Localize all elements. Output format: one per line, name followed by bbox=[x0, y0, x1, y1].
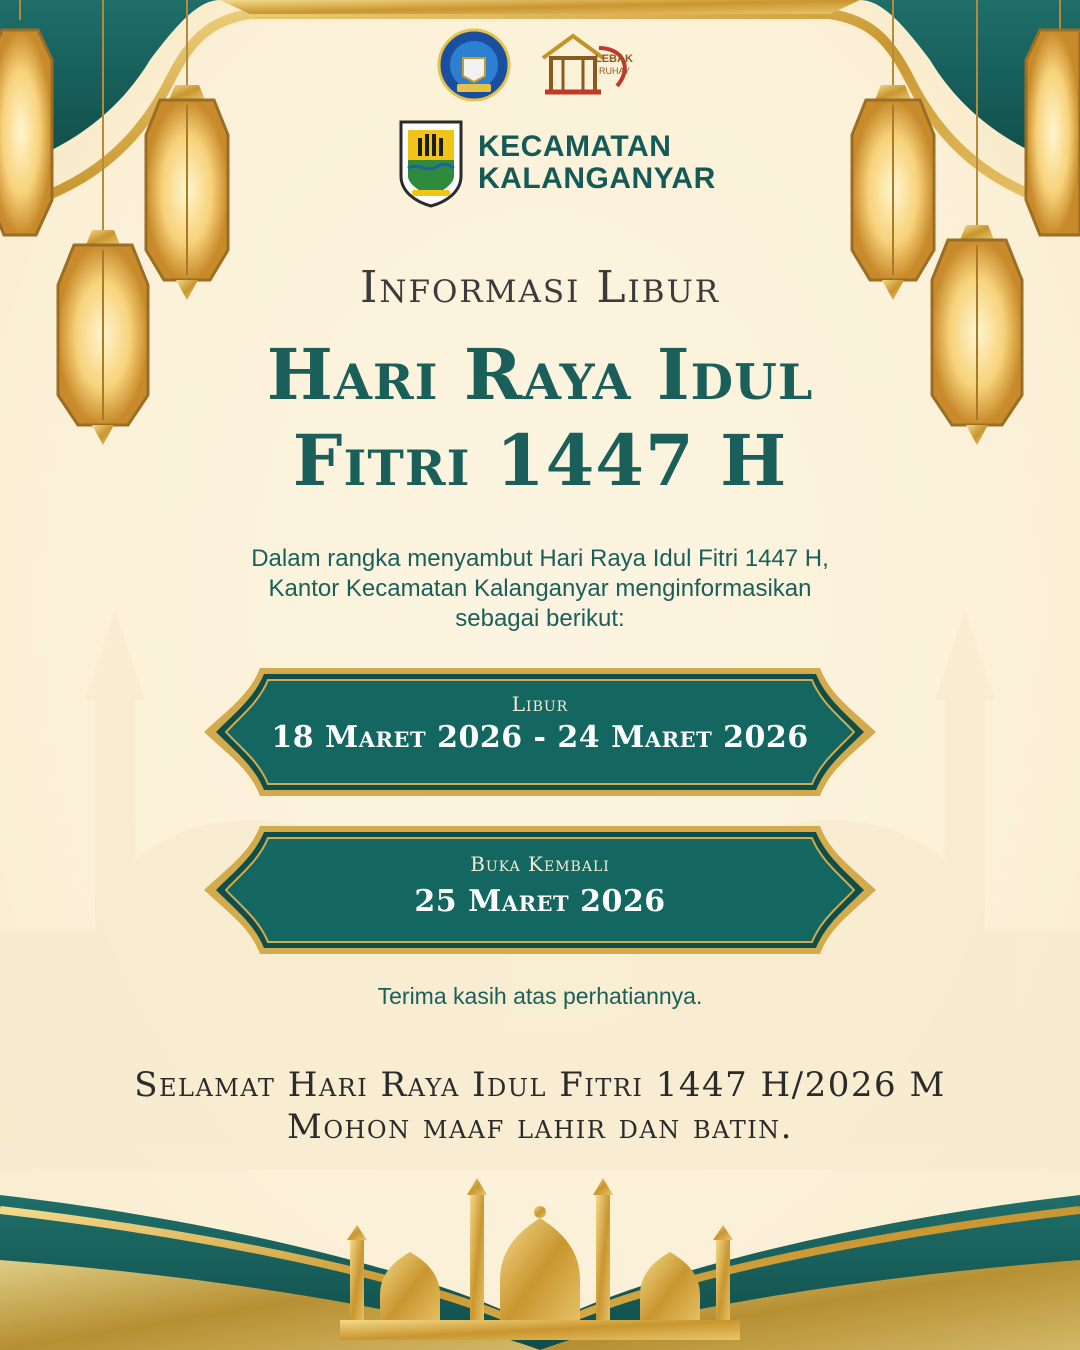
holiday-banner bbox=[200, 664, 880, 800]
greeting-line1: Selamat Hari Raya Idul Fitri 1447 H/2026 M bbox=[134, 1065, 946, 1105]
intro-text bbox=[0, 544, 1080, 634]
main-title bbox=[0, 332, 1080, 504]
holiday-label: Libur bbox=[511, 692, 569, 716]
intro-line3: sebagai berikut: bbox=[455, 605, 625, 632]
org-name-line2: KALANGANYAR bbox=[478, 162, 716, 195]
org-name bbox=[478, 131, 716, 195]
lebak-ruhay-logo-icon bbox=[533, 28, 643, 102]
greeting-line2: Mohon maaf lahir dan batin. bbox=[287, 1107, 793, 1147]
org-header bbox=[398, 118, 716, 208]
reopen-date: 25 Maret 2026 bbox=[414, 884, 666, 919]
thanks-text: Terima kasih atas perhatiannya. bbox=[377, 983, 703, 1009]
org-name-line1: KECAMATAN bbox=[478, 130, 672, 163]
reopen-label: Buka Kembali bbox=[470, 852, 610, 876]
intro-line2: Kantor Kecamatan Kalanganyar menginformasikan bbox=[268, 575, 812, 602]
holiday-date: 18 Maret 2026 - 24 Maret 2026 bbox=[271, 720, 809, 755]
svg-text:RUHAY: RUHAY bbox=[599, 66, 630, 76]
main-title-line2: Fitri 1447 H bbox=[292, 419, 788, 502]
kecamatan-crest-icon bbox=[398, 118, 464, 208]
svg-text:LEBAK: LEBAK bbox=[595, 53, 633, 65]
eid-greeting bbox=[0, 1064, 1080, 1148]
partner-logos bbox=[0, 28, 1080, 102]
pelayanan-gembira-logo-icon bbox=[437, 28, 511, 102]
main-title-line1: Hari Raya Idul bbox=[266, 333, 814, 416]
intro-line1: Dalam rangka menyambut Hari Raya Idul Fitri 1447 H, bbox=[251, 545, 829, 572]
reopen-banner bbox=[200, 822, 880, 958]
info-kicker: Informasi Libur bbox=[359, 262, 721, 313]
